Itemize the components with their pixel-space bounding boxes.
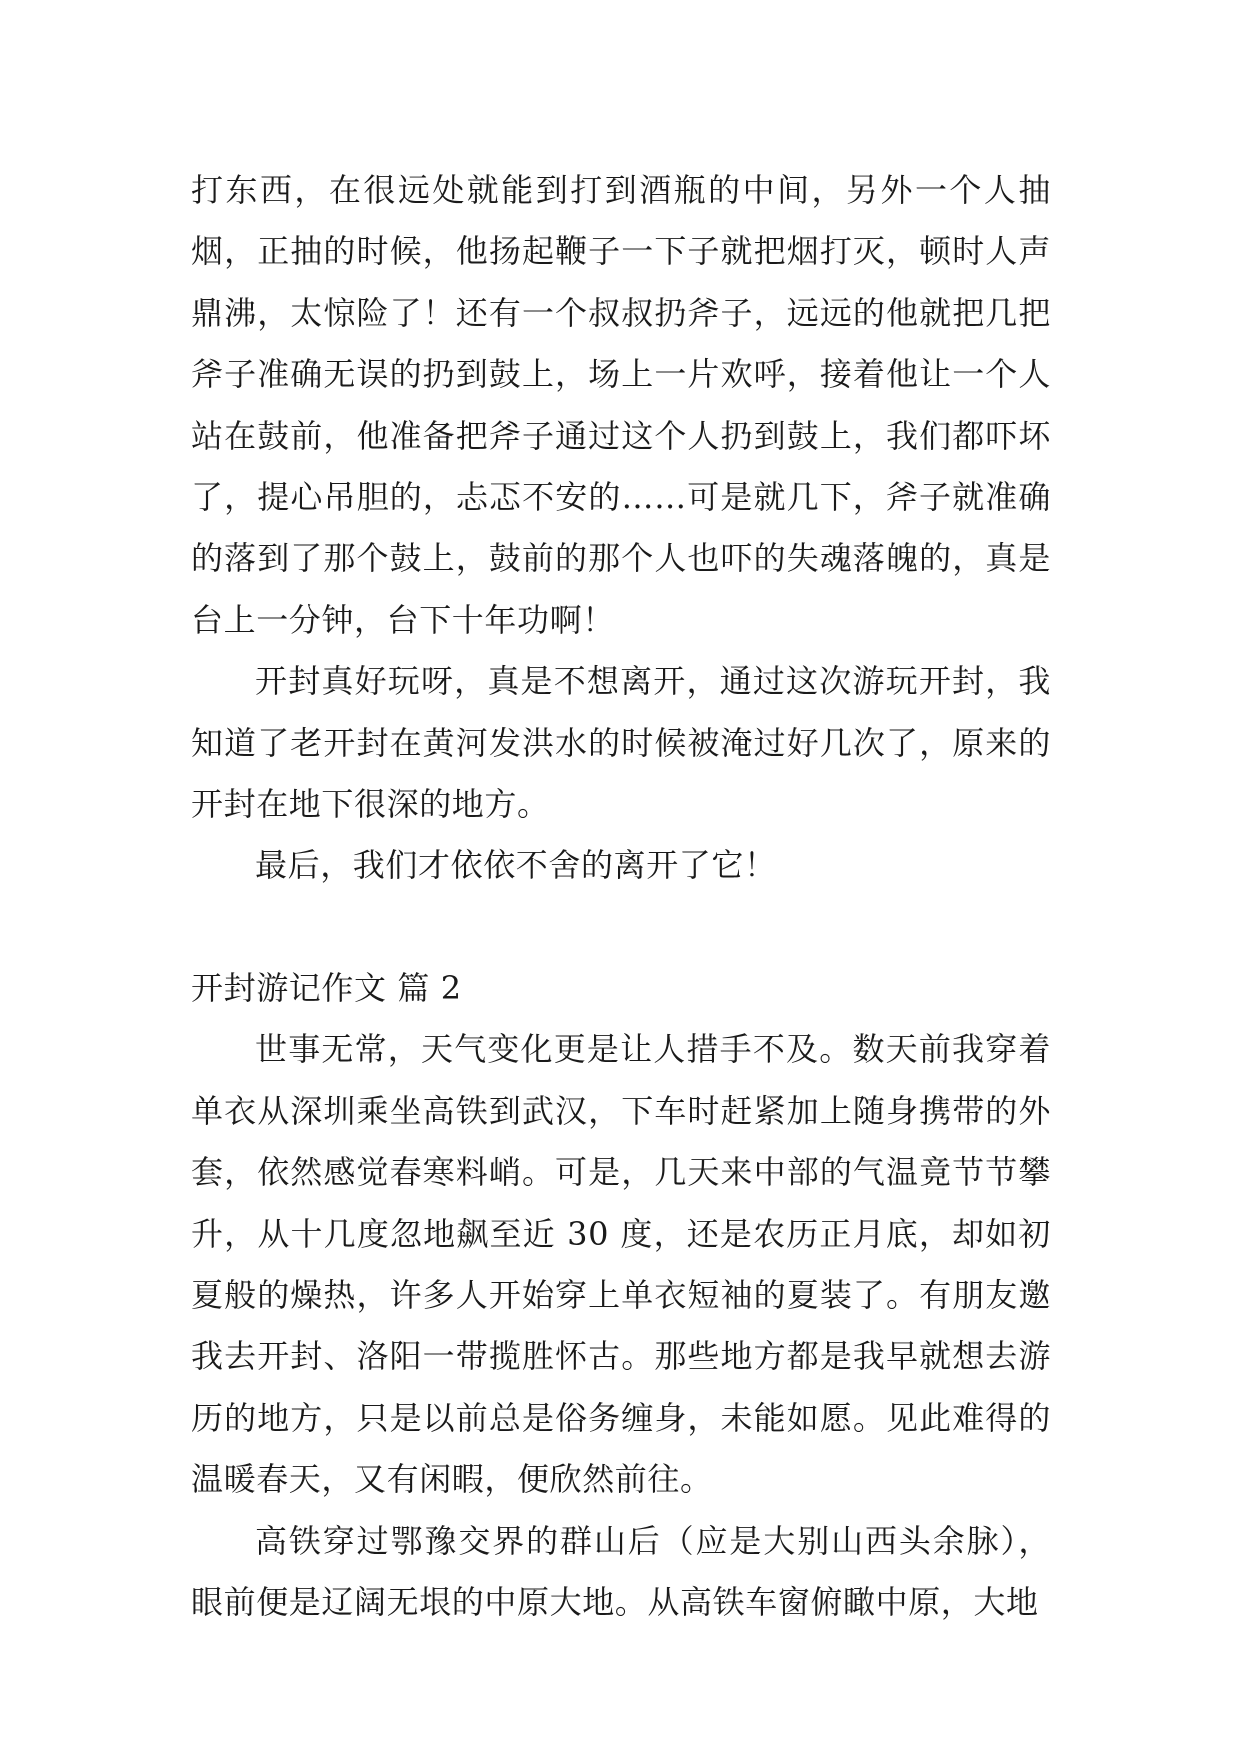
document-body [191, 160, 1051, 1633]
paragraph-high-speed-rail: 高铁穿过鄂豫交界的群山后（应是大别山西头余脉），眼前便是辽阔无垠的中原大地。从高铁车窗俯瞰中原，大地 [191, 1521, 1051, 1621]
paragraph-kaifeng-fun: 开封真好玩呀，真是不想离开，通过这次游玩开封，我知道了老开封在黄河发洪水的时候被淹过好几次了，原来的开封在地下很深的地方。 [191, 662, 1051, 824]
paragraph-continued-story: 打东西，在很远处就能到打到酒瓶的中间，另外一个人抽烟，正抽的时候，他扬起鞭子一下子就把烟打灭，顿时人声鼎沸，太惊险了！还有一个叔叔扔斧子，远远的他就把几把斧子准确无误的扔到鼓上，场上一片欢呼，接着他让一个人站在鼓前，他准备把斧子通过这个人扔到鼓上，我们都吓坏了，提心吊胆的，忐忑不安的……可是就几下，斧子就准确的落到了那个鼓上，鼓前的那个人也吓的失魂落魄的，真是台上一分钟，台下十年功啊！ [191, 171, 1051, 639]
paragraph-weather: 世事无常，天气变化更是让人措手不及。数天前我穿着单衣从深圳乘坐高铁到武汉，下车时赶紧加上随身携带的外套，依然感觉春寒料峭。可是，几天来中部的气温竟节节攀升，从十几度忽地飙至近 30 度，还是农历正月底，却如初夏般的燥热，许多人开始穿上单衣短袖的夏装了。有朋友邀我去开封、洛阳一带揽胜怀古。那些地方都是我早就想去游历的地方，只是以前总是俗务缠身，未能如愿。见此难得的温暖春天，又有闲暇，便欣然前往。 [191, 1030, 1051, 1499]
paragraph-farewell: 最后，我们才依依不舍的离开了它！ [255, 846, 777, 885]
section-heading: 开封游记作文 篇 2 [191, 968, 462, 1007]
